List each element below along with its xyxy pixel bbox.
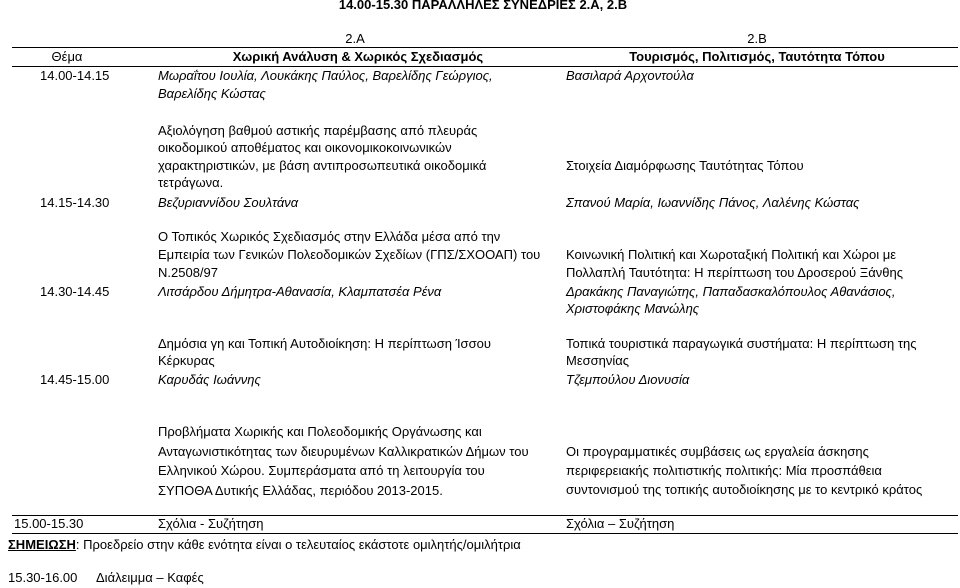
slot-title-b: συντονισμού της τοπικής αυτοδιοίκησης με το κεντρικό κράτος <box>566 482 923 497</box>
slot-title-a: τετράγωνα. <box>158 175 224 190</box>
session-heading: 14.00-15.30 ΠΑΡΑΛΛΗΛΕΣ ΣΥΝΕΔΡΙΕΣ 2.Α, 2.Β <box>338 0 628 12</box>
slot-title-b: Οι προγραμματικές συμβάσεις ως εργαλεία άσκησης <box>566 444 869 459</box>
note-text: : Προεδρείο στην κάθε ενότητα είναι ο τελευταίος εκάστοτε ομιλητής/ομιλήτρια <box>75 537 521 552</box>
discussion-rule <box>12 515 958 516</box>
slot-title-a: οικοδομικού αποθέματος και οικονομικοκοινωνικών <box>158 140 452 155</box>
slot-authors-a: Λιτσάρδου Δήμητρα-Αθανασία, Κλαμπατσέα Ρένα <box>158 284 442 299</box>
slot-title-a: Προβλήματα Χωρικής και Πολεοδομικής Οργάνωσης και <box>158 424 482 439</box>
slot-authors-b: Σπανού Μαρία, Ιωαννίδης Πάνος, Λαλένης Κώστας <box>566 195 860 210</box>
slot-title-a: Ανταγωνιστικότητας των διευρυμένων Καλλικρατικών Δήμων του <box>158 444 529 459</box>
discussion-time: 15.00-15.30 <box>14 516 84 531</box>
slot-authors-a: Καρυδάς Ιωάννης <box>158 372 261 387</box>
break-time: 15.30-16.00 <box>8 570 78 585</box>
slot-title-b: Στοιχεία Διαμόρφωσης Ταυτότητας Τόπου <box>566 158 804 173</box>
slot-title-a: Ελληνικού Χώρου. Συμπεράσματα από τη λειτουργία του <box>158 463 485 478</box>
note <box>8 536 521 554</box>
slot-title-b: Πολλαπλή Ταυτότητα: Η περίπτωση του Δροσερού Ξάνθης <box>566 265 903 280</box>
theme-b: Τουρισμός, Πολιτισμός, Ταυτότητα Τόπου <box>629 49 885 64</box>
table-bottom-rule <box>12 533 958 534</box>
slot-authors-b: Βασιλαρά Αρχοντούλα <box>566 68 694 83</box>
slot-title-b: περιφερειακής πολιτιστικής πολιτικής: Μία προσπάθεια <box>566 463 882 478</box>
slot-authors-b: Δρακάκης Παναγιώτης, Παπαδασκαλόπουλος Αθανάσιος, <box>566 284 896 299</box>
slot-title-b: Μεσσηνίας <box>566 353 630 368</box>
room-a-label: 2.Α <box>345 31 365 46</box>
slot-title-a: Αξιολόγηση βαθμού αστικής παρέμβασης από πλευράς <box>158 123 478 138</box>
slot-time: 14.00-14.15 <box>40 68 110 83</box>
topic-label: Θέμα <box>51 49 83 64</box>
slot-title-a: χαρακτηριστικών, με βάση αντιπροσωπευτικά οικοδομικά <box>158 158 487 173</box>
slot-title-a: Κέρκυρας <box>158 353 215 368</box>
slot-title-a: Ο Τοπικός Χωρικός Σχεδιασμός στην Ελλάδα μέσα από την <box>158 229 501 244</box>
slot-authors-a: Μωραΐτου Ιουλία, Λουκάκης Παύλος, Βαρελίδης Γεώργιος, <box>158 68 493 83</box>
slot-title-a: ΣΥΠΟΘΑ Δυτικής Ελλάδας, περιόδου 2013-2015. <box>158 483 443 498</box>
slot-title-a: Εμπειρία των Γενικών Πολεοδομικών Σχεδίων (ΓΠΣ/ΣΧΟΟΑΠ) του <box>158 247 541 262</box>
slot-authors-b: Χριστοφάκης Μανώλης <box>566 301 700 316</box>
discussion-label-b: Σχόλια – Συζήτηση <box>566 516 675 531</box>
slot-title-a: Δημόσια γη και Τοπική Αυτοδιοίκηση: Η περίπτωση Ίσσου <box>158 336 491 351</box>
slot-time: 14.45-15.00 <box>40 372 110 387</box>
note-label: ΣΗΜΕΙΩΣΗ <box>8 537 76 552</box>
slot-title-a: Ν.2508/97 <box>158 265 218 280</box>
slot-time: 14.15-14.30 <box>40 195 110 210</box>
room-b-label: 2.Β <box>747 31 767 46</box>
slot-authors-a: Βαρελίδης Κώστας <box>158 86 266 101</box>
theme-a: Χωρική Ανάλυση & Χωρικός Σχεδιασμός <box>232 49 484 64</box>
slot-time: 14.30-14.45 <box>40 284 110 299</box>
slot-title-b: Τοπικά τουριστικά παραγωγικά συστήματα: Η περίπτωση της <box>566 336 917 351</box>
slot-authors-b: Τζεμπούλου Διονυσία <box>566 372 690 387</box>
discussion-label-a: Σχόλια - Συζήτηση <box>158 516 264 531</box>
slot-title-b: Κοινωνική Πολιτική και Χωροταξική Πολιτική και Χώροι με <box>566 247 896 262</box>
slot-authors-a: Βεζυριαννίδου Σουλτάνα <box>158 195 299 210</box>
break-label: Διάλειμμα – Καφές <box>96 570 204 585</box>
